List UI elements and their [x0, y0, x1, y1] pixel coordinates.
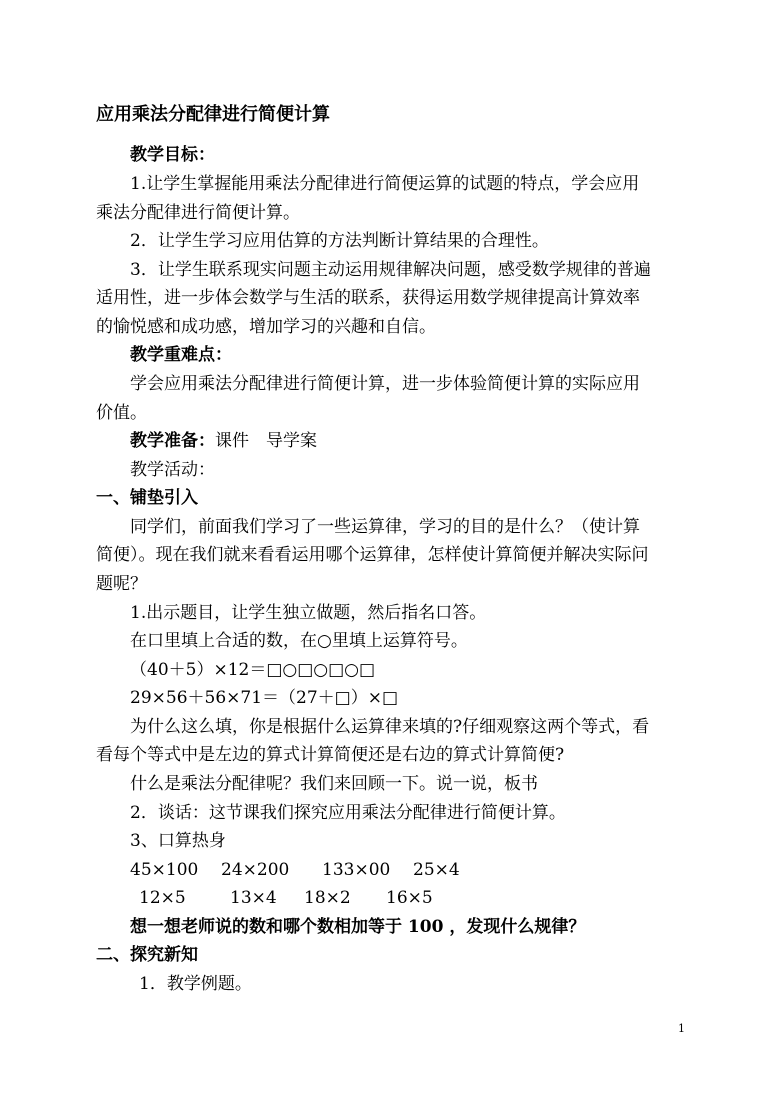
- key-points-heading: 教学重难点：: [130, 345, 232, 365]
- goal-1-line-2: 乘法分配律进行简便计算。: [96, 203, 300, 223]
- page-title: 应用乘法分配律进行简便计算: [96, 104, 330, 125]
- section-1-heading: 一、铺垫引入: [96, 488, 198, 508]
- think-question: 想一想老师说的数和哪个数相加等于 100 ，发现什么规律？: [130, 917, 586, 937]
- intro-line-1: 同学们，前面我们学习了一些运算律，学习的目的是什么？（使计算: [130, 517, 640, 537]
- calc-row-1-item-2: 24×200: [221, 860, 290, 880]
- section-2-heading: 二、探究新知: [96, 945, 198, 965]
- calc-row-2-item-2: 13×4: [230, 888, 277, 908]
- key-points-line-2: 价值。: [96, 403, 147, 423]
- goal-3-line-2: 适用性，进一步体会数学与生活的联系，获得运用数学规律提高计算效率: [96, 288, 640, 308]
- equation-1: （40＋5）×12＝□○□○□○□: [130, 660, 376, 680]
- step-2: 2．谈话：这节课我们探究应用乘法分配律进行简便计算。: [130, 803, 566, 823]
- calc-row-1-item-1: 45×100: [130, 860, 199, 880]
- calc-row-1-item-3: 133×00: [322, 860, 391, 880]
- calc-row-2-item-3: 18×2: [304, 888, 351, 908]
- goal-2: 2．让学生学习应用估算的方法判断计算结果的合理性。: [130, 231, 549, 251]
- goal-3-line-3: 的愉悦感和成功感，增加学习的兴趣和自信。: [96, 317, 436, 337]
- step-1: 1.出示题目，让学生独立做题，然后指名口答。: [130, 603, 487, 623]
- example-heading: 1．教学例题。: [139, 974, 252, 994]
- goal-3-line-1: 3．让学生联系现实问题主动运用规律解决问题，感受数学规律的普遍: [130, 260, 651, 280]
- intro-line-3: 题呢？: [96, 574, 147, 594]
- review-line: 什么是乘法分配律呢？我们来回顾一下。说一说，板书: [130, 774, 538, 794]
- fill-instruction: 在口里填上合适的数，在○里填上运算符号。: [130, 631, 468, 651]
- intro-line-2: 简便）。现在我们就来看看运用哪个运算律，怎样使计算简便并解决实际问: [96, 545, 649, 565]
- why-line-2: 看每个等式中是左边的算式计算简便还是右边的算式计算简便?: [96, 745, 565, 765]
- goals-heading: 教学目标：: [130, 145, 215, 165]
- goal-1-line-1: 1.让学生掌握能用乘法分配律进行简便运算的试题的特点，学会应用: [130, 174, 640, 194]
- prep-heading: 教学准备：: [130, 431, 215, 451]
- why-line-1: 为什么这么填，你是根据什么运算律来填的?仔细观察这两个等式，看: [130, 717, 650, 737]
- equation-2: 29×56＋56×71＝（27＋□）×□: [130, 688, 399, 708]
- step-3: 3、口算热身: [130, 831, 226, 851]
- page-number: 1: [678, 1022, 685, 1035]
- prep-text: 课件 导学案: [215, 431, 317, 451]
- calc-row-1-item-4: 25×4: [413, 860, 460, 880]
- activity-heading: 教学活动：: [130, 460, 215, 480]
- calc-row-2-item-1: 12×5: [139, 888, 186, 908]
- key-points-line-1: 学会应用乘法分配律进行简便计算，进一步体验简便计算的实际应用: [130, 374, 640, 394]
- prep-line: [130, 429, 317, 453]
- calc-row-2-item-4: 16×5: [386, 888, 433, 908]
